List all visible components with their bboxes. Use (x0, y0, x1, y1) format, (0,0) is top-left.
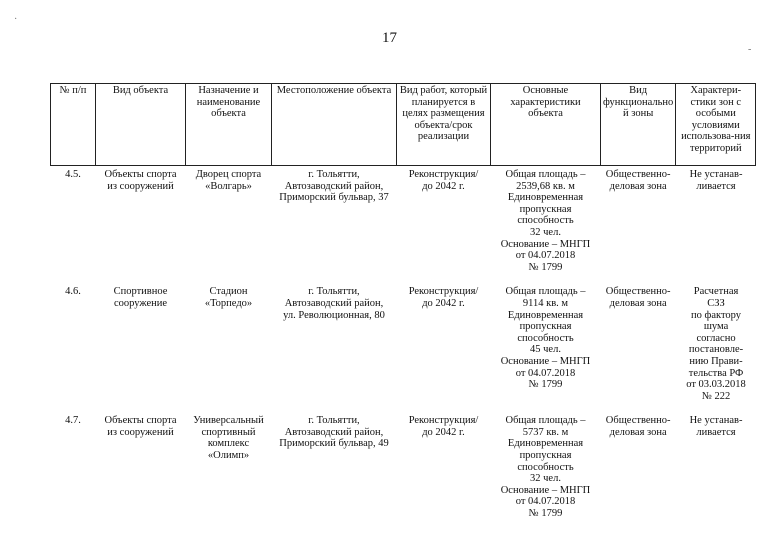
header-restrictions: Характери-стики зон с особыми условиями использова-ния территорий (676, 84, 756, 166)
cell-restrictions: Расчетная СЗЗ по фактору шума согласно постановле- нию Прави- тельства РФ от 03.03.2018 № 222 (686, 286, 746, 402)
cell-zone: Общественно- деловая зона (605, 286, 671, 309)
header-works: Вид работ, который планируется в целях размещения объекта/срок реализации (397, 84, 491, 166)
cell-number: 4.5. (65, 169, 81, 180)
cell-characteristics: Общая площадь – 9114 кв. м Единовременная пропускная способность 45 чел. Основание – МНГП от 04.07.2018 № 1799 (500, 286, 591, 391)
cell-characteristics: Общая площадь – 5737 кв. м Единовременная пропускная способность 32 чел. Основание – МНГП от 04.07.2018 № 1799 (500, 415, 591, 520)
cell-works: Реконструкция/ до 2042 г. (408, 415, 479, 438)
cell-location: г. Тольятти, Автозаводский район, Приморский бульвар, 37 (279, 169, 389, 204)
objects-table (50, 83, 756, 530)
scan-mark: · (14, 14, 18, 25)
cell-works: Реконструкция/ до 2042 г. (408, 169, 479, 192)
cell-number: 4.7. (65, 415, 81, 427)
cell-zone: Общественно- деловая зона (605, 415, 671, 438)
cell-number: 4.6. (65, 286, 81, 298)
cell-restrictions: Не устанав- ливается (689, 415, 743, 438)
table-row (51, 412, 756, 529)
cell-location: г. Тольятти, Автозаводский район, ул. Революционная, 80 (283, 286, 385, 321)
header-number: № п/п (51, 84, 96, 166)
cell-object-name: Стадион «Торпедо» (204, 286, 253, 309)
cell-object-name: Универсальный спортивный комплекс «Олимп» (193, 415, 264, 462)
table-row (51, 283, 756, 412)
table-header-row (51, 84, 756, 166)
cell-location: г. Тольятти, Автозаводский район, Приморский бульвар, 49 (279, 415, 389, 450)
cell-object-type: Объекты спорта из сооружений (104, 415, 177, 438)
cell-object-type: Спортивное сооружение (113, 286, 168, 309)
cell-object-name: Дворец спорта «Волгарь» (195, 169, 262, 192)
cell-zone: Общественно- деловая зона (605, 169, 671, 192)
cell-restrictions: Не устанав- ливается (689, 169, 743, 192)
cell-works: Реконструкция/ до 2042 г. (408, 286, 479, 309)
header-object-type: Вид объекта (96, 84, 186, 166)
header-object-name: Назначение и наименование объекта (186, 84, 272, 166)
cell-characteristics: Общая площадь – 2539,68 кв. м Единовременная пропускная способность 32 чел. Основание – МНГП от 04.07.2018 № 1799 (500, 169, 591, 273)
scan-mark: - (748, 44, 752, 55)
page-number: 17 (382, 30, 397, 46)
table-row (51, 166, 756, 284)
header-location: Местоположение объекта (272, 84, 397, 166)
header-characteristics: Основные характеристики объекта (491, 84, 601, 166)
cell-object-type: Объекты спорта из сооружений (104, 169, 177, 192)
header-zone: Вид функционально й зоны (601, 84, 676, 166)
